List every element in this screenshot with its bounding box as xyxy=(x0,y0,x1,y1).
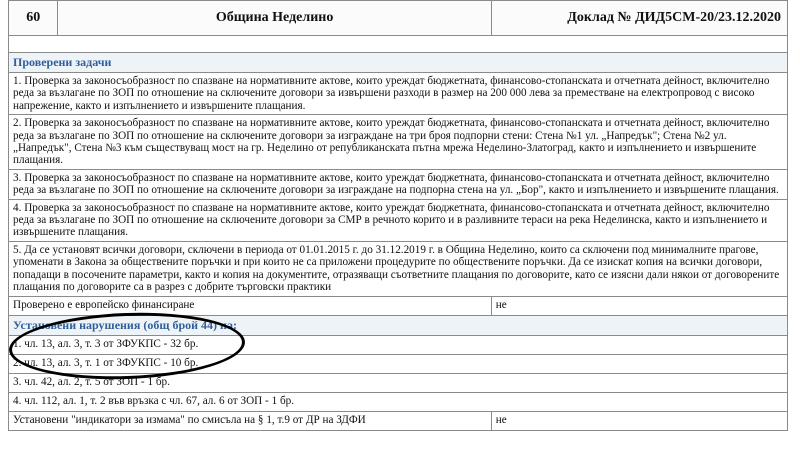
violation-text: 3. чл. 42, ал. 2, т. 5 от ЗОП - 1 бр. xyxy=(9,373,788,392)
checked-tasks-title: Проверени задачи xyxy=(9,53,788,73)
audit-report-table xyxy=(8,0,788,431)
audit-report-page xyxy=(8,0,788,431)
municipality-name: Община Неделино xyxy=(58,1,491,36)
task-item xyxy=(9,241,788,296)
task-text: 5. Да се установят всички договори, сключени в периода от 01.01.2015 г. до 31.12.2019 г. в Община Неделино, които са сключени под минималните прагове, упоменати в Закона за обществените поръчки и при които не са приложени процедурите по обществените поръчки. Да се изискат копия на всички договори, попадащи в посочените параметри, както и копия на документите, отразяващи съответните плащания по договорите, като се изясни дали някои от договорените плащания по договорите са в разрез с добрите търговски практики xyxy=(9,241,788,296)
task-item xyxy=(9,199,788,241)
task-text: 1. Проверка за законосъобразност по спазване на нормативните актове, които уреждат бюджетната, финансово-стопанската и отчетната дейност, включително реда за възлагане по ЗОП по отношение на сключените договори за извършени разходи в размер на 200 000 лева за преместване на електропровод с високо напрежение, както и изпълнението и извършените плащания. xyxy=(9,73,788,115)
violation-text: 1. чл. 13, ал. 3, т. 3 от ЗФУКПС - 32 бр. xyxy=(9,335,788,354)
violation-item xyxy=(9,373,788,392)
task-item xyxy=(9,169,788,199)
eu-funding-row xyxy=(9,296,788,315)
task-text: 2. Проверка за законосъобразност по спазване на нормативните актове, които уреждат бюджетната, финансово-стопанската и отчетната дейност, включително реда за възлагане по ЗОП по отношение на сключените договори за изграждане на три броя подпорни стени: Стена №1 ул. „Напредък"; Стена №2 ул. „Напредък", Стена №3 към съществуващ мост на гр. Неделино от републиканската пътна мрежа Неделино-Златоград, както и изпълнението и извършените плащания. xyxy=(9,115,788,170)
violation-text: 2. чл. 13, ал. 3, т. 1 от ЗФУКПС - 10 бр. xyxy=(9,354,788,373)
eu-funding-label: Проверено е европейско финансиране xyxy=(9,296,492,315)
fraud-indicators-row xyxy=(9,411,788,430)
entry-number: 60 xyxy=(9,1,58,36)
task-text: 3. Проверка за законосъобразност по спазване на нормативните актове, които уреждат бюджетната, финансово-стопанската и отчетната дейност, включително реда за възлагане по ЗОП по отношение на сключените договори за изграждане на подпорна стена на ул. „Бор", както и изпълнението и извършените плащания. xyxy=(9,169,788,199)
task-item xyxy=(9,115,788,170)
eu-funding-value: не xyxy=(491,296,787,315)
violations-title: Установени нарушения (общ брой 44) на: xyxy=(9,315,788,335)
task-item xyxy=(9,73,788,115)
fraud-indicators-value: не xyxy=(491,411,787,430)
violations-heading xyxy=(9,315,788,335)
task-text: 4. Проверка за законосъобразност по спазване на нормативните актове, които уреждат бюджетната, финансово-стопанската и отчетната дейност, включително реда за възлагане по ЗОП по отношение на сключените договори за СМР в речното корито и в разливните тераси на река Неделинска, както и изпълнението и извършените плащания. xyxy=(9,199,788,241)
violation-item xyxy=(9,392,788,411)
fraud-indicators-label: Установени "индикатори за измама" по смисъла на § 1, т.9 от ДР на ЗДФИ xyxy=(9,411,492,430)
violation-item xyxy=(9,354,788,373)
report-number: Доклад № ДИД5СМ-20/23.12.2020 xyxy=(491,1,787,36)
violation-item xyxy=(9,335,788,354)
violation-text: 4. чл. 112, ал. 1, т. 2 във връзка с чл. 67, ал. 6 от ЗОП - 1 бр. xyxy=(9,392,788,411)
checked-tasks-heading xyxy=(9,53,788,73)
header-row xyxy=(9,1,788,36)
spacer-row xyxy=(9,36,788,53)
